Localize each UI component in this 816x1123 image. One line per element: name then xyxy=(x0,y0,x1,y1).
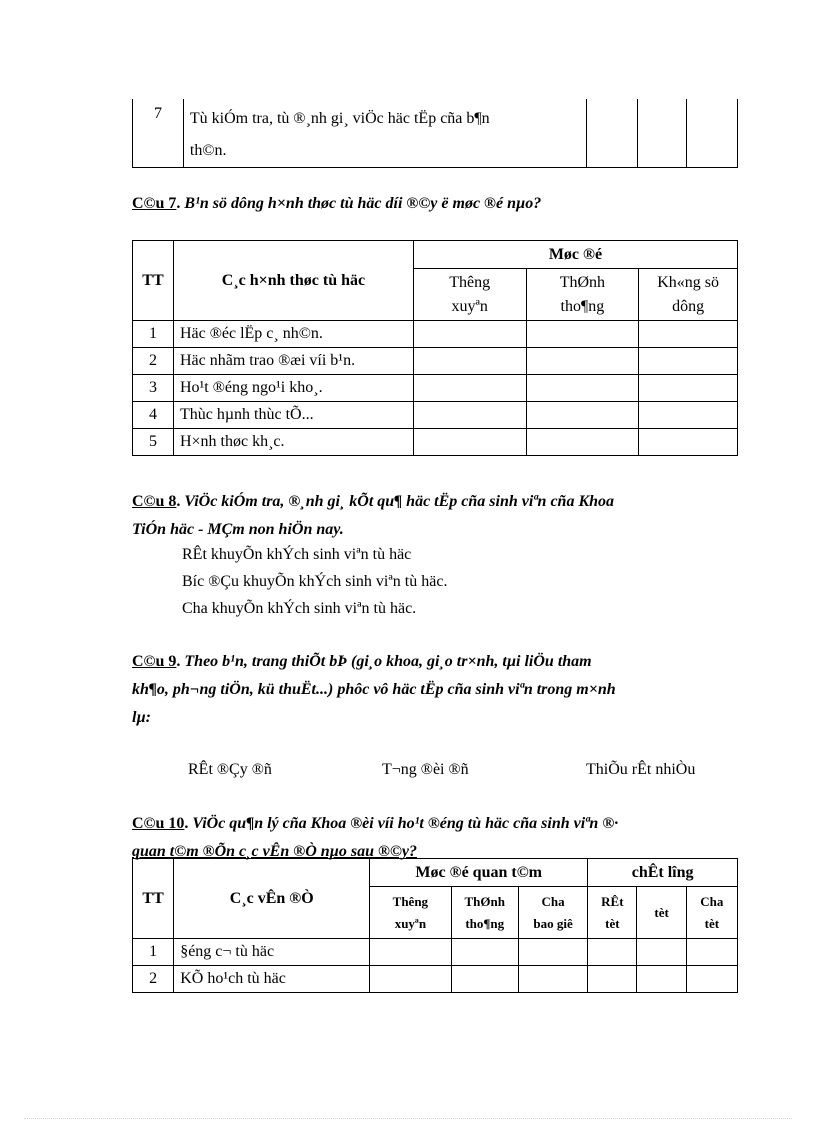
q7-sub-regular-l2: xuyªn xyxy=(451,297,488,315)
table-row xyxy=(133,348,738,375)
answer-cell[interactable] xyxy=(587,99,638,168)
answer-cell[interactable] xyxy=(518,939,587,966)
q10-sub-not-good-l1: Cha xyxy=(700,893,724,909)
row-text: §éng c¬ tù häc xyxy=(174,939,370,966)
q7-heading: C©u 7. B¹n sö dông h×nh thøc tù häc díi ®©y ë møc ®é nµo? xyxy=(132,195,542,212)
q7-sub-never-l2: dông xyxy=(672,297,705,315)
answer-cell[interactable] xyxy=(639,429,738,456)
q10-sub-sometimes-l2: tho¶ng xyxy=(465,915,505,931)
answer-cell[interactable] xyxy=(413,402,526,429)
row-text xyxy=(183,99,587,168)
q10-heading: C©u 10. ViÖc qu¶n lý cña Khoa ®èi víi ho¹t ®éng tù häc cña sinh viªn ®· quan t©m ®Õn c¸c vÊn ®Ò nµo sau ®©y? xyxy=(132,815,619,860)
q10-sub-very-good xyxy=(588,887,637,939)
q7-header-col: C¸c h×nh thøc tù häc xyxy=(173,241,413,321)
q10-line1: ViÖc qu¶n lý cña Khoa ®èi víi ho¹t ®éng tù häc cña sinh viªn ®· xyxy=(192,815,619,832)
answer-cell[interactable] xyxy=(639,375,738,402)
q10-sub-sometimes-l1: ThØnh xyxy=(464,893,505,909)
q10-header-group1: Møc ®é quan t©m xyxy=(370,859,588,887)
row-text: Ho¹t ®éng ngo¹i kho¸. xyxy=(173,375,413,402)
q9-option[interactable]: ThiÕu rÊt nhiÒu xyxy=(586,761,696,778)
q10-header-group2: chÊt lîng xyxy=(588,859,738,887)
q10-sub-very-good-l1: RÊt xyxy=(601,893,624,909)
q7-table xyxy=(132,240,738,456)
table-row xyxy=(133,966,738,993)
answer-cell[interactable] xyxy=(687,99,738,168)
answer-cell[interactable] xyxy=(526,321,639,348)
q7-number: C©u 7 xyxy=(132,195,177,212)
row-text: Häc ®éc lËp c¸ nh©n. xyxy=(173,321,413,348)
answer-cell[interactable] xyxy=(526,429,639,456)
answer-cell[interactable] xyxy=(639,402,738,429)
answer-cell[interactable] xyxy=(526,348,639,375)
row-number: 4 xyxy=(133,402,174,429)
q9-number: C©u 9 xyxy=(132,653,177,670)
table-row xyxy=(133,321,738,348)
q9-line1: Theo b¹n, trang thiÕt bÞ (gi¸o khoa, gi¸o tr×nh, tµi liÖu tham xyxy=(184,653,592,670)
q10-header-row xyxy=(133,859,738,887)
q9-option[interactable]: RÊt ®Çy ®ñ xyxy=(188,761,272,778)
q7-sub-regular xyxy=(413,269,526,321)
q10-sub-very-good-l2: tèt xyxy=(605,915,620,931)
q7-sub-sometimes-l1: ThØnh xyxy=(559,273,606,291)
q8-option[interactable]: Bíc ®Çu khuyÕn khÝch sinh viªn tù häc. xyxy=(182,573,448,590)
answer-cell[interactable] xyxy=(637,966,686,993)
q9-option[interactable]: T¬ng ®èi ®ñ xyxy=(382,761,469,778)
q9-line3: lµ: xyxy=(132,709,151,726)
q7-header-tt: TT xyxy=(133,241,174,321)
row-number: 2 xyxy=(133,966,174,993)
q7-sub-never xyxy=(639,269,738,321)
q8-line2: TiÓn häc - MÇm non hiÖn nay. xyxy=(132,521,344,538)
q8-line1: ViÖc kiÓm tra, ®¸nh gi¸ kÕt qu¶ häc tËp cña sinh viªn cña Khoa xyxy=(184,493,615,510)
row-text-line2: th©n. xyxy=(189,142,227,159)
q10-sub-good: tèt xyxy=(637,887,686,939)
row-number: 1 xyxy=(133,321,174,348)
q10-header-tt: TT xyxy=(133,859,174,939)
row-number: 2 xyxy=(133,348,174,375)
answer-cell[interactable] xyxy=(413,321,526,348)
q10-sub-regular xyxy=(370,887,451,939)
row-text: Thùc hµnh thùc tÕ... xyxy=(173,402,413,429)
row-number: 3 xyxy=(133,375,174,402)
answer-cell[interactable] xyxy=(518,966,587,993)
q10-line2: quan t©m ®Õn c¸c vÊn ®Ò nµo sau ®©y? xyxy=(132,843,418,860)
row-text: Häc nhãm trao ®æi víi b¹n. xyxy=(173,348,413,375)
q10-sub-never-l2: bao giê xyxy=(533,915,573,931)
row-number: 1 xyxy=(133,939,174,966)
q7-sub-regular-l1: Thêng xyxy=(449,273,491,291)
q7-sub-never-l1: Kh«ng sö xyxy=(657,273,719,291)
q10-sub-regular-l1: Thêng xyxy=(392,893,429,909)
row-text: KÕ ho¹ch tù häc xyxy=(174,966,370,993)
answer-cell[interactable] xyxy=(686,939,737,966)
q10-table xyxy=(132,858,738,993)
answer-cell[interactable] xyxy=(526,375,639,402)
answer-cell[interactable] xyxy=(413,375,526,402)
q8-options xyxy=(182,541,447,622)
row-number: 5 xyxy=(133,429,174,456)
q10-sub-never-l1: Cha xyxy=(541,893,565,909)
q7-sub-sometimes-l2: tho¶ng xyxy=(560,297,605,315)
q10-sub-not-good-l2: tèt xyxy=(704,915,720,931)
table-row xyxy=(133,375,738,402)
page-bottom-divider xyxy=(24,1118,792,1119)
answer-cell[interactable] xyxy=(588,939,637,966)
answer-cell[interactable] xyxy=(370,966,451,993)
q9-line2: kh¶o, ph¬ng tiÖn, kü thuËt...) phôc vô häc tËp cña sinh viªn trong m×nh xyxy=(132,681,616,698)
answer-cell[interactable] xyxy=(413,429,526,456)
answer-cell[interactable] xyxy=(588,966,637,993)
table-row xyxy=(133,99,738,168)
top-table xyxy=(132,99,738,168)
q10-sub-not-good xyxy=(686,887,737,939)
q7-header-group: Møc ®é xyxy=(413,241,737,269)
answer-cell[interactable] xyxy=(638,99,687,168)
q8-number: C©u 8 xyxy=(132,493,177,510)
answer-cell[interactable] xyxy=(413,348,526,375)
answer-cell[interactable] xyxy=(370,939,451,966)
table-row xyxy=(133,402,738,429)
q10-header-col: C¸c vÊn ®Ò xyxy=(174,859,370,939)
q10-sub-sometimes xyxy=(451,887,518,939)
answer-cell[interactable] xyxy=(639,348,738,375)
q8-option[interactable]: Cha khuyÕn khÝch sinh viªn tù häc. xyxy=(182,600,417,617)
q10-sub-never xyxy=(518,887,587,939)
q8-option[interactable]: RÊt khuyÕn khÝch sinh viªn tù häc xyxy=(182,546,412,563)
row-text-line1: Tù kiÓm tra, tù ®¸nh gi¸ viÖc häc tËp cña b¶n xyxy=(189,110,490,127)
q7-sub-sometimes xyxy=(526,269,639,321)
q7-text: B¹n sö dông h×nh thøc tù häc díi ®©y ë møc ®é nµo? xyxy=(184,195,542,212)
answer-cell[interactable] xyxy=(686,966,737,993)
answer-cell[interactable] xyxy=(526,402,639,429)
row-number: 7 xyxy=(133,99,184,168)
answer-cell[interactable] xyxy=(639,321,738,348)
q7-header-row xyxy=(133,241,738,269)
answer-cell[interactable] xyxy=(451,966,518,993)
q10-sub-regular-l2: xuyªn xyxy=(394,915,427,931)
table-row xyxy=(133,939,738,966)
row-text: H×nh thøc kh¸c. xyxy=(173,429,413,456)
table-row xyxy=(133,429,738,456)
answer-cell[interactable] xyxy=(451,939,518,966)
q8-heading: C©u 8. ViÖc kiÓm tra, ®¸nh gi¸ kÕt qu¶ häc tËp cña sinh viªn cña Khoa TiÓn häc - MÇm non hiÖn nay. xyxy=(132,493,615,538)
answer-cell[interactable] xyxy=(637,939,686,966)
q10-number: C©u 10 xyxy=(132,815,185,832)
q9-heading: C©u 9. Theo b¹n, trang thiÕt bÞ (gi¸o khoa, gi¸o tr×nh, tµi liÖu tham kh¶o, ph¬ng tiÖn, kü thuËt...) phôc vô häc tËp cña sinh viªn trong m×nh lµ: xyxy=(132,653,616,726)
